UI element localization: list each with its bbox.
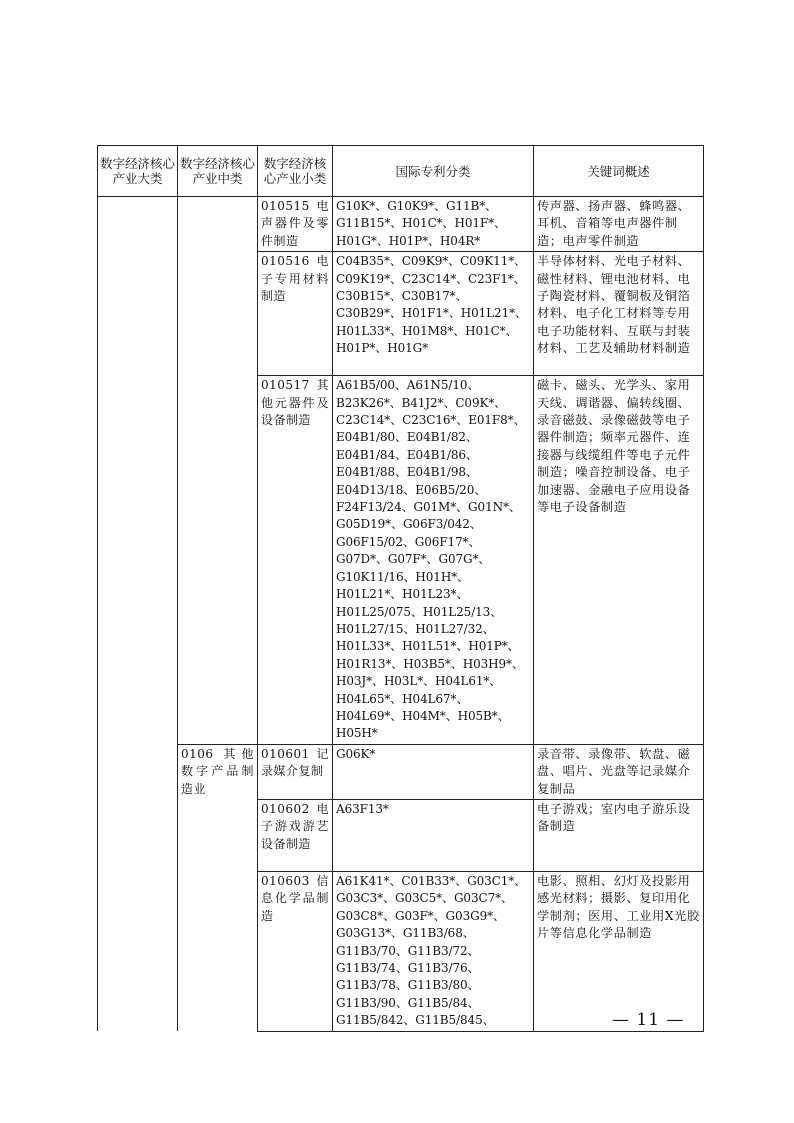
ipc-cell: A61K41*、C01B33*、G03C1*、G03C3*、G03C5*、G03C7*、G03C8*、G03F*、G03G9*、G03G13*、G11B3/68、G11B3/70、G11B3/72、G11B3/74、G11B3/76、G11B3/78、G11B3/80、G11B3/90、G11B5/84、G11B5/842、G11B5/845、: [333, 871, 534, 1031]
keywords-cell: 磁卡、磁头、光学头、家用天线、调谐器、偏转线圈、录音磁鼓、录像磁鼓等电子器件制造；频率元器件、连接器与线缆组件等电子元件制造；噪音控制设备、电子加速器、金融电子应用设备等电子设备制造: [534, 376, 704, 745]
table-body: [98, 197, 704, 1032]
header-mid-class: 数字经济核心产业中类: [178, 146, 258, 197]
sub-class-cell: 010515 电声器件及零件制造: [258, 197, 333, 252]
keywords-cell: 传声器、扬声器、蜂鸣器、耳机、音箱等电声器件制造；电声零件制造: [534, 197, 704, 252]
ipc-cell: G10K*、G10K9*、G11B*、G11B15*、H01C*、H01F*、H01G*、H01P*、H04R*: [333, 197, 534, 252]
keywords-cell: 电子游戏；室内电子游乐设备制造: [534, 799, 704, 871]
header-sub-class: 数字经济核心产业小类: [258, 146, 333, 197]
table-row: [98, 197, 704, 252]
ipc-cell: C04B35*、C09K9*、C09K11*、C09K19*、C23C14*、C23F1*、C30B15*、C30B17*、C30B29*、H01F1*、H01L21*、H01L33*、H01M8*、H01C*、H01P*、H01G*: [333, 252, 534, 376]
table-header: [98, 146, 704, 197]
ipc-cell: G06K*: [333, 744, 534, 799]
major-class-cell: [98, 197, 178, 1032]
mid-class-cell: 0106 其他数字产品制造业: [178, 744, 258, 1031]
sub-class-cell: 010601 记录媒介复制: [258, 744, 333, 799]
keywords-cell: 电影、照相、幻灯及投影用感光材料；摄影、复印用化学制剂；医用、工业用X光胶片等信息化学品制造: [534, 871, 704, 1031]
header-ipc: 国际专利分类: [333, 146, 534, 197]
table-row: [98, 744, 704, 799]
header-keywords: 关键词概述: [534, 146, 704, 197]
ipc-concordance-table: [97, 145, 704, 1032]
header-major-class: 数字经济核心产业大类: [98, 146, 178, 197]
mid-class-cell: [178, 197, 258, 745]
sub-class-cell: 010517 其他元器件及设备制造: [258, 376, 333, 745]
sub-class-cell: 010602 电子游戏游艺设备制造: [258, 799, 333, 871]
ipc-cell: A63F13*: [333, 799, 534, 871]
keywords-cell: 录音带、录像带、软盘、磁盘、唱片、光盘等记录媒介复制品: [534, 744, 704, 799]
ipc-cell: A61B5/00、A61N5/10、B23K26*、B41J2*、C09K*、C23C14*、C23C16*、E01F8*、E04B1/80、E04B1/82、E04B1/84、E04B1/86、E04B1/88、E04B1/98、E04D13/18、E06B5/20、F24F13/24、G01M*、G01N*、G05D19*、G06F3/042、G06F15/02、G06F17*、G07D*、G07F*、G07G*、G10K11/16、H01H*、H01L21*、H01L23*、H01L25/075、H01L25/13、H01L27/15、H01L27/32、H01L33*、H01L51*、H01P*、H01R13*、H03B5*、H03H9*、H03J*、H03L*、H04L61*、H04L65*、H04L67*、H04L69*、H04M*、H05B*、H05H*: [333, 376, 534, 745]
sub-class-cell: 010603 信息化学品制造: [258, 871, 333, 1031]
header-row: [98, 146, 704, 197]
page-number: — 11 —: [612, 1010, 685, 1030]
sub-class-cell: 010516 电子专用材料制造: [258, 252, 333, 376]
keywords-cell: 半导体材料、光电子材料、磁性材料、锂电池材料、电子陶瓷材料、覆铜板及铜箔材料、电子化工材料等专用电子功能材料、互联与封装材料、工艺及辅助材料制造: [534, 252, 704, 376]
